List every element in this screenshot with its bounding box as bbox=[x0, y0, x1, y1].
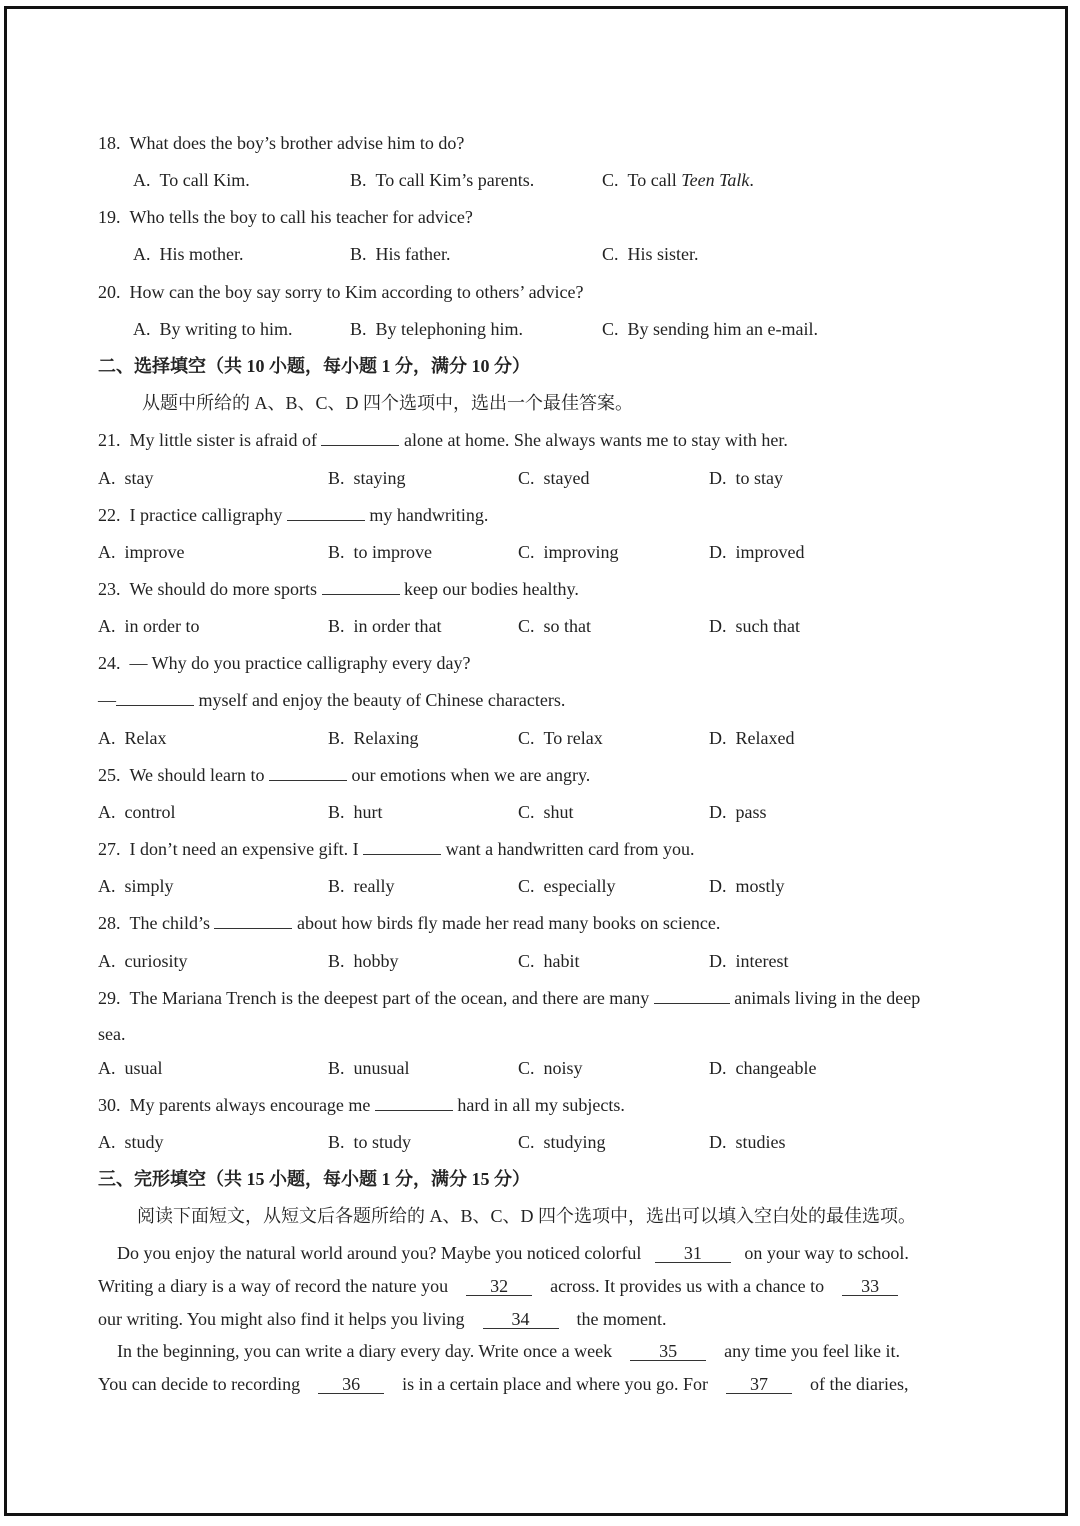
cloze-blank-35[interactable]: 35 bbox=[630, 1342, 706, 1361]
question-22: 22. I practice calligraphy my handwriting. bbox=[98, 505, 489, 525]
question-28: 28. The child’s about how birds fly made her read many books on science. bbox=[98, 913, 721, 933]
q18-option-b: B. To call Kim’s parents. bbox=[350, 170, 535, 190]
q23-option-a: A. in order to bbox=[98, 616, 200, 636]
q29-option-a: A. usual bbox=[98, 1058, 163, 1078]
q22-option-c: C. improving bbox=[518, 542, 619, 562]
q20-option-a: A. By writing to him. bbox=[133, 319, 293, 339]
q18-option-a: A. To call Kim. bbox=[133, 170, 250, 190]
answer-blank[interactable] bbox=[214, 928, 292, 929]
q30-option-d: D. studies bbox=[709, 1132, 786, 1152]
passage-line-4: In the beginning, you can write a diary every day. Write once a week 35 any time you feel like it. bbox=[117, 1341, 901, 1361]
answer-blank[interactable] bbox=[375, 1110, 453, 1111]
question-23: 23. We should do more sports keep our bodies healthy. bbox=[98, 579, 579, 599]
q18-option-c: C. To call Teen Talk. bbox=[602, 170, 754, 190]
q24-option-d: D. Relaxed bbox=[709, 728, 795, 748]
question-21: 21. My little sister is afraid of alone at home. She always wants me to stay with her. bbox=[98, 430, 788, 450]
q22-option-d: D. improved bbox=[709, 542, 805, 562]
passage-line-3: our writing. You might also find it helps you living 34 the moment. bbox=[98, 1309, 667, 1329]
question-29: 29. The Mariana Trench is the deepest part of the ocean, and there are many animals living in the deep bbox=[98, 988, 921, 1008]
q30-option-c: C. studying bbox=[518, 1132, 606, 1152]
section-3-instruction: 阅读下面短文，从短文后各题所给的 A、B、C、D 四个选项中，选出可以填入空白处的最佳选项。 bbox=[137, 1206, 917, 1226]
q25-option-a: A. control bbox=[98, 802, 176, 822]
section-3-title: 三、完形填空（共 15 小题，每小题 1 分，满分 15 分） bbox=[98, 1169, 530, 1189]
question-19: 19. Who tells the boy to call his teacher for advice? bbox=[98, 207, 473, 227]
cloze-blank-37[interactable]: 37 bbox=[726, 1375, 792, 1394]
cloze-blank-36[interactable]: 36 bbox=[318, 1375, 384, 1394]
q20-option-b: B. By telephoning him. bbox=[350, 319, 524, 339]
cloze-blank-31[interactable]: 31 bbox=[655, 1244, 731, 1263]
question-29-continued: sea. bbox=[98, 1024, 126, 1044]
q19-option-b: B. His father. bbox=[350, 244, 451, 264]
section-2-title: 二、选择填空（共 10 小题，每小题 1 分，满分 10 分） bbox=[98, 356, 530, 376]
q25-option-c: C. shut bbox=[518, 802, 574, 822]
answer-blank[interactable] bbox=[363, 854, 441, 855]
question-20: 20. How can the boy say sorry to Kim according to others’ advice? bbox=[98, 282, 584, 302]
q28-option-d: D. interest bbox=[709, 951, 789, 971]
question-27: 27. I don’t need an expensive gift. I want a handwritten card from you. bbox=[98, 839, 695, 859]
q29-option-d: D. changeable bbox=[709, 1058, 817, 1078]
q24-option-a: A. Relax bbox=[98, 728, 167, 748]
question-24-response: — myself and enjoy the beauty of Chinese characters. bbox=[98, 690, 566, 710]
answer-blank[interactable] bbox=[116, 705, 194, 706]
section-2-instruction: 从题中所给的 A、B、C、D 四个选项中，选出一个最佳答案。 bbox=[142, 393, 634, 413]
q27-option-b: B. really bbox=[328, 876, 395, 896]
q21-option-a: A. stay bbox=[98, 468, 154, 488]
q19-option-c: C. His sister. bbox=[602, 244, 699, 264]
cloze-blank-34[interactable]: 34 bbox=[483, 1310, 559, 1329]
q29-option-c: C. noisy bbox=[518, 1058, 583, 1078]
q24-option-c: C. To relax bbox=[518, 728, 603, 748]
q21-option-b: B. staying bbox=[328, 468, 406, 488]
q30-option-a: A. study bbox=[98, 1132, 164, 1152]
q28-option-b: B. hobby bbox=[328, 951, 399, 971]
question-18: 18. What does the boy’s brother advise him to do? bbox=[98, 133, 465, 153]
q22-option-b: B. to improve bbox=[328, 542, 433, 562]
passage-line-5: You can decide to recording 36 is in a certain place and where you go. For 37 of the diaries, bbox=[98, 1374, 909, 1394]
q27-option-a: A. simply bbox=[98, 876, 174, 896]
q20-option-c: C. By sending him an e-mail. bbox=[602, 319, 818, 339]
q28-option-a: A. curiosity bbox=[98, 951, 188, 971]
q25-option-b: B. hurt bbox=[328, 802, 383, 822]
q27-option-c: C. especially bbox=[518, 876, 616, 896]
passage-line-1: Do you enjoy the natural world around you? Maybe you noticed colorful 31 on your way to school. bbox=[117, 1243, 909, 1263]
answer-blank[interactable] bbox=[287, 520, 365, 521]
q25-option-d: D. pass bbox=[709, 802, 767, 822]
q28-option-c: C. habit bbox=[518, 951, 580, 971]
answer-blank[interactable] bbox=[322, 594, 400, 595]
q24-option-b: B. Relaxing bbox=[328, 728, 419, 748]
question-24: 24. — Why do you practice calligraphy every day? bbox=[98, 653, 471, 673]
q23-option-c: C. so that bbox=[518, 616, 592, 636]
q19-option-a: A. His mother. bbox=[133, 244, 244, 264]
q30-option-b: B. to study bbox=[328, 1132, 412, 1152]
q23-option-b: B. in order that bbox=[328, 616, 442, 636]
answer-blank[interactable] bbox=[269, 780, 347, 781]
cloze-blank-33[interactable]: 33 bbox=[842, 1277, 898, 1296]
answer-blank[interactable] bbox=[654, 1003, 730, 1004]
q22-option-a: A. improve bbox=[98, 542, 185, 562]
cloze-blank-32[interactable]: 32 bbox=[466, 1277, 532, 1296]
passage-line-2: Writing a diary is a way of record the nature you 32 across. It provides us with a chance to 33 bbox=[98, 1274, 898, 1298]
q29-option-b: B. unusual bbox=[328, 1058, 410, 1078]
q21-option-c: C. stayed bbox=[518, 468, 590, 488]
question-30: 30. My parents always encourage me hard in all my subjects. bbox=[98, 1095, 625, 1115]
q23-option-d: D. such that bbox=[709, 616, 800, 636]
q21-option-d: D. to stay bbox=[709, 468, 783, 488]
q27-option-d: D. mostly bbox=[709, 876, 785, 896]
answer-blank[interactable] bbox=[321, 445, 399, 446]
question-25: 25. We should learn to our emotions when we are angry. bbox=[98, 765, 591, 785]
